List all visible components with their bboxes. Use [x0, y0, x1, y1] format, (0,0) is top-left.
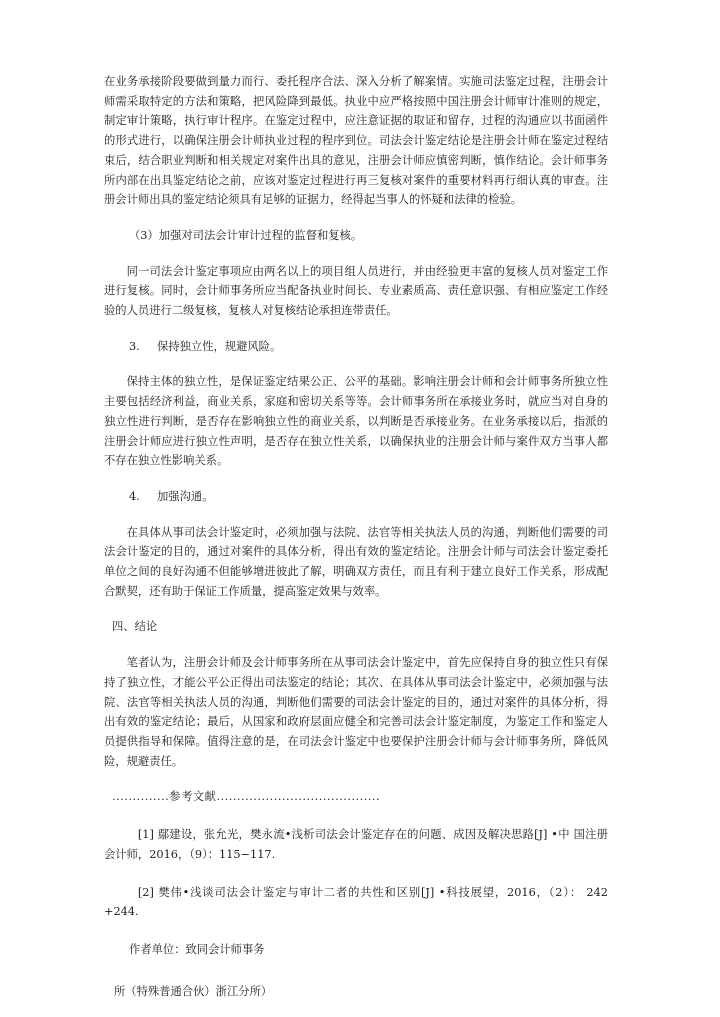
section-number: 3. — [129, 339, 140, 353]
conclusion-heading: 四、结论 — [112, 620, 158, 634]
section-heading — [104, 487, 608, 507]
reference-item: [2] 樊伟•浅谈司法会计鉴定与审计二者的共性和区别[J] •科技展望，2016，（2）： 242 +244. — [104, 885, 608, 919]
section-heading-text: 加强沟通。 — [157, 489, 214, 503]
body-paragraph: 在具体从事司法会计鉴定时，必须加强与法院、法官等相关执法人员的沟通，判断他们需要的司法会计鉴定的目的，通过对案件的具体分析，得出有效的鉴定结论。注册会计师与司法会计鉴定委托单位之间的良好沟通不但能够增进彼此了解，明确双方责任，而且有利于建立良好工作关系，形成配合默契，还有助于保证工作质量，提高鉴定效果与效率。 — [104, 525, 608, 598]
reference-item: [1] 鄢建设，张允光，樊永流•浅析司法会计鉴定存在的问题、成因及解决思路[J] •中 国注册会计师，2016，（9）：115−117. — [104, 828, 608, 861]
body-paragraph: 在业务承接阶段要做到量力而行、委托程序合法、深入分析了解案情。实施司法鉴定过程，注册会计师需采取特定的方法和策略，把风险降到最低。执业中应严格按照中国注册会计师审计准则的规定，制定审计策略，执行审计程序。在鉴定过程中，应注意证据的取证和留存，过程的沟通应以书面函件的形式进行，以确保注册会计师执业过程的程序到位。司法会计鉴定结论是注册会计师在鉴定过程结束后，结合职业判断和相关规定对案件出具的意见，注册会计师应慎密判断，慎作结论。会计师事务所内部在出具鉴定结论之前，应该对鉴定过程进行再三复核对案件的重要材料再行细认真的审查。注册会计师出具的鉴定结论须具有足够的证据力，经得起当事人的怀疑和法律的检验。 — [104, 75, 608, 207]
author-affiliation-cont: 所（特殊普通合伙）浙江分所） — [114, 984, 273, 998]
body-paragraph: 同一司法会计鉴定事项应由两名以上的项目组人员进行，并由经验更丰富的复核人员对鉴定工作进行复核。同时，会计师事务所应当配备执业时间长、专业素质高、责任意识强、有相应鉴定工作经验的人员进行二级复核，复核人对复核结论承担连带责任。 — [104, 264, 608, 318]
references-title: ..............参考文献........................................ — [112, 790, 381, 804]
body-paragraph: 笔者认为，注册会计师及会计师事务所在从事司法会计鉴定中，首先应保持自身的独立性只有保持了独立性，才能公平公正得出司法鉴定的结论；其次、在具体从事司法会计鉴定中，必须加强与法院、法官等相关执法人员的沟通，判断他们需要的司法会计鉴定的目的，通过对案件的具体分析，得出有效的鉴定结论；最后，从国家和政府层面应健全和完善司法会计鉴定制度，为鉴定工作和鉴定人员提供指导和保障。值得注意的是，在司法会计鉴定中也要保护注册会计师与会计师事务所，降低风险，规避责任。 — [104, 656, 608, 768]
subsection-title: （3）加强对司法会计审计过程的监督和复核。 — [129, 228, 363, 242]
author-affiliation: 作者单位：致同会计师事务 — [129, 942, 265, 956]
section-heading-text: 保持独立性，规避风险。 — [157, 339, 282, 353]
section-number: 4. — [129, 489, 140, 503]
document-page — [104, 72, 608, 1001]
section-heading — [104, 337, 608, 357]
body-paragraph: 保持主体的独立性，是保证鉴定结果公正、公平的基础。影响注册会计师和会计师事务所独立性主要包括经济利益，商业关系，家庭和密切关系等等。会计师事务所在承接业务时，就应当对自身的独立性进行判断，是否存在影响独立性的商业关系，以判断是否承接业务。在业务承接以后，指派的注册会计师应进行独立性声明，是否存在独立性关系，以确保执业的注册会计师与案件双方当事人都不存在独立性影响关系。 — [104, 375, 608, 468]
